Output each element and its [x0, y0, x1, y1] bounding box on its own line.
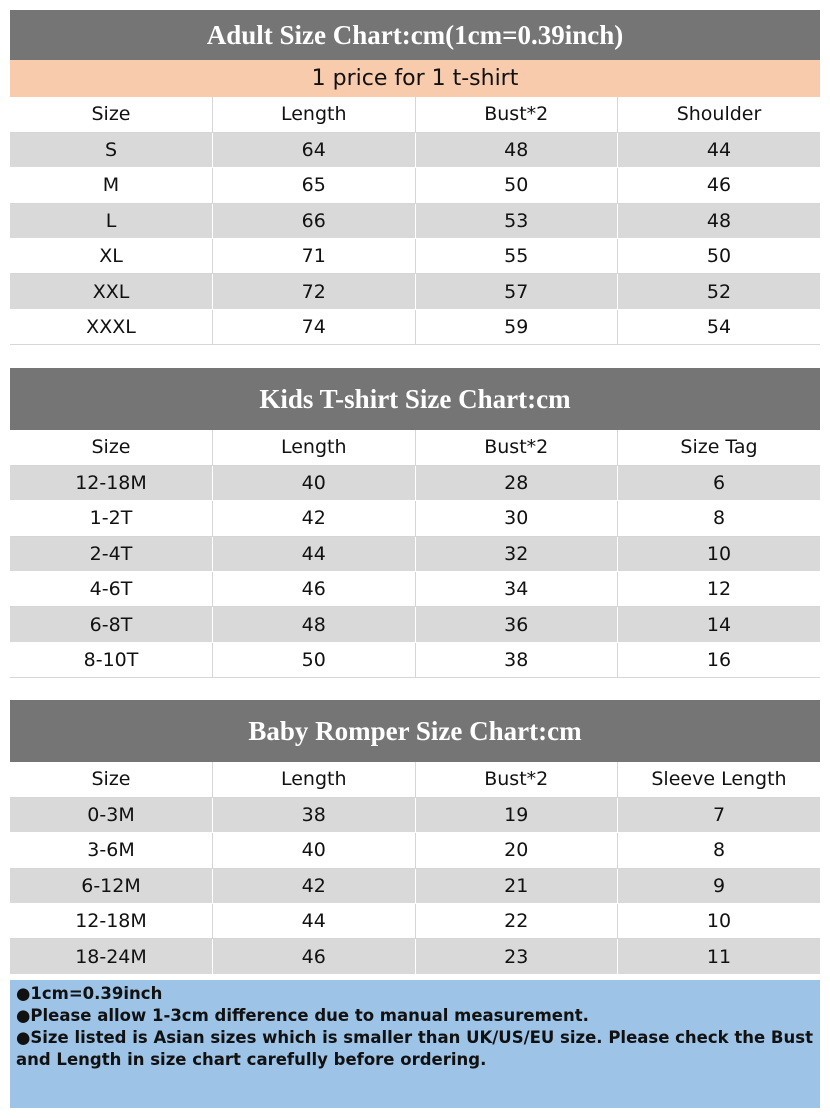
- adult-chart-subtitle: 1 price for 1 t-shirt: [10, 60, 820, 97]
- table-cell: 19: [415, 797, 618, 832]
- baby-size-table: [10, 762, 820, 975]
- table-cell: 16: [618, 642, 821, 677]
- baby-chart-title: Baby Romper Size Chart:cm: [10, 700, 820, 762]
- kids-size-chart: [10, 368, 820, 678]
- table-cell: XL: [10, 239, 213, 274]
- column-header: Length: [213, 97, 416, 132]
- table-row: [10, 939, 820, 974]
- adult-size-chart: [10, 10, 820, 345]
- table-cell: 6-8T: [10, 607, 213, 642]
- table-cell: 48: [415, 132, 618, 167]
- note-asian-sizes: ●Size listed is Asian sizes which is smaller than UK/US/EU size. Please check the Bust and Length in size chart carefully before ordering.: [16, 1028, 813, 1069]
- adult-size-table: [10, 97, 820, 345]
- column-header: Size Tag: [618, 430, 821, 465]
- table-cell: 10: [618, 904, 821, 939]
- table-row: [10, 274, 820, 309]
- table-row: [10, 132, 820, 167]
- column-header: Bust*2: [415, 97, 618, 132]
- adult-header-row: [10, 97, 820, 132]
- table-cell: 12-18M: [10, 904, 213, 939]
- column-header: Length: [213, 762, 416, 797]
- table-cell: 44: [213, 904, 416, 939]
- baby-header-row: [10, 762, 820, 797]
- table-row: [10, 501, 820, 536]
- table-cell: 21: [415, 868, 618, 903]
- table-cell: 46: [618, 168, 821, 203]
- table-cell: S: [10, 132, 213, 167]
- table-cell: 9: [618, 868, 821, 903]
- column-header: Size: [10, 97, 213, 132]
- notes-panel: [10, 980, 820, 1108]
- table-cell: 50: [213, 642, 416, 677]
- table-row: [10, 239, 820, 274]
- table-cell: 71: [213, 239, 416, 274]
- table-row: [10, 309, 820, 344]
- table-cell: 11: [618, 939, 821, 974]
- table-cell: 2-4T: [10, 536, 213, 571]
- table-cell: 34: [415, 572, 618, 607]
- table-cell: 8: [618, 501, 821, 536]
- table-cell: 38: [213, 797, 416, 832]
- table-cell: 59: [415, 309, 618, 344]
- table-row: [10, 833, 820, 868]
- table-cell: 65: [213, 168, 416, 203]
- table-cell: 36: [415, 607, 618, 642]
- table-cell: 48: [213, 607, 416, 642]
- table-cell: XXL: [10, 274, 213, 309]
- table-cell: 12: [618, 572, 821, 607]
- table-row: [10, 607, 820, 642]
- column-header: Sleeve Length: [618, 762, 821, 797]
- kids-chart-title: Kids T-shirt Size Chart:cm: [10, 368, 820, 430]
- table-cell: 50: [618, 239, 821, 274]
- column-header: Size: [10, 430, 213, 465]
- table-row: [10, 797, 820, 832]
- table-cell: 3-6M: [10, 833, 213, 868]
- table-cell: 8: [618, 833, 821, 868]
- note-measurement: ●Please allow 1-3cm difference due to manual measurement.: [16, 1006, 589, 1025]
- table-cell: 42: [213, 501, 416, 536]
- table-cell: 32: [415, 536, 618, 571]
- table-cell: 6-12M: [10, 868, 213, 903]
- table-cell: 10: [618, 536, 821, 571]
- table-cell: 44: [618, 132, 821, 167]
- baby-size-chart: [10, 700, 820, 975]
- table-cell: 74: [213, 309, 416, 344]
- table-cell: 0-3M: [10, 797, 213, 832]
- kids-size-table: [10, 430, 820, 678]
- table-cell: 1-2T: [10, 501, 213, 536]
- table-cell: 46: [213, 939, 416, 974]
- table-cell: 28: [415, 465, 618, 500]
- table-cell: M: [10, 168, 213, 203]
- table-cell: 54: [618, 309, 821, 344]
- table-cell: 4-6T: [10, 572, 213, 607]
- table-cell: XXXL: [10, 309, 213, 344]
- table-cell: 30: [415, 501, 618, 536]
- table-cell: 50: [415, 168, 618, 203]
- table-cell: 6: [618, 465, 821, 500]
- table-cell: 53: [415, 203, 618, 238]
- table-cell: 38: [415, 642, 618, 677]
- table-cell: 57: [415, 274, 618, 309]
- table-cell: 23: [415, 939, 618, 974]
- table-row: [10, 868, 820, 903]
- note-conversion: ●1cm=0.39inch: [16, 984, 163, 1003]
- table-cell: 72: [213, 274, 416, 309]
- table-cell: 7: [618, 797, 821, 832]
- table-cell: 14: [618, 607, 821, 642]
- table-cell: 20: [415, 833, 618, 868]
- column-header: Bust*2: [415, 430, 618, 465]
- column-header: Length: [213, 430, 416, 465]
- table-cell: 40: [213, 465, 416, 500]
- table-row: [10, 536, 820, 571]
- table-row: [10, 642, 820, 677]
- table-cell: 40: [213, 833, 416, 868]
- table-cell: 8-10T: [10, 642, 213, 677]
- adult-chart-title: Adult Size Chart:cm(1cm=0.39inch): [10, 10, 820, 60]
- table-cell: L: [10, 203, 213, 238]
- table-row: [10, 465, 820, 500]
- table-row: [10, 168, 820, 203]
- table-cell: 52: [618, 274, 821, 309]
- column-header: Bust*2: [415, 762, 618, 797]
- column-header: Shoulder: [618, 97, 821, 132]
- table-row: [10, 203, 820, 238]
- table-cell: 66: [213, 203, 416, 238]
- table-cell: 44: [213, 536, 416, 571]
- table-cell: 42: [213, 868, 416, 903]
- table-row: [10, 904, 820, 939]
- table-cell: 46: [213, 572, 416, 607]
- table-cell: 48: [618, 203, 821, 238]
- table-cell: 12-18M: [10, 465, 213, 500]
- table-cell: 64: [213, 132, 416, 167]
- table-cell: 18-24M: [10, 939, 213, 974]
- table-cell: 22: [415, 904, 618, 939]
- kids-header-row: [10, 430, 820, 465]
- table-row: [10, 572, 820, 607]
- column-header: Size: [10, 762, 213, 797]
- table-cell: 55: [415, 239, 618, 274]
